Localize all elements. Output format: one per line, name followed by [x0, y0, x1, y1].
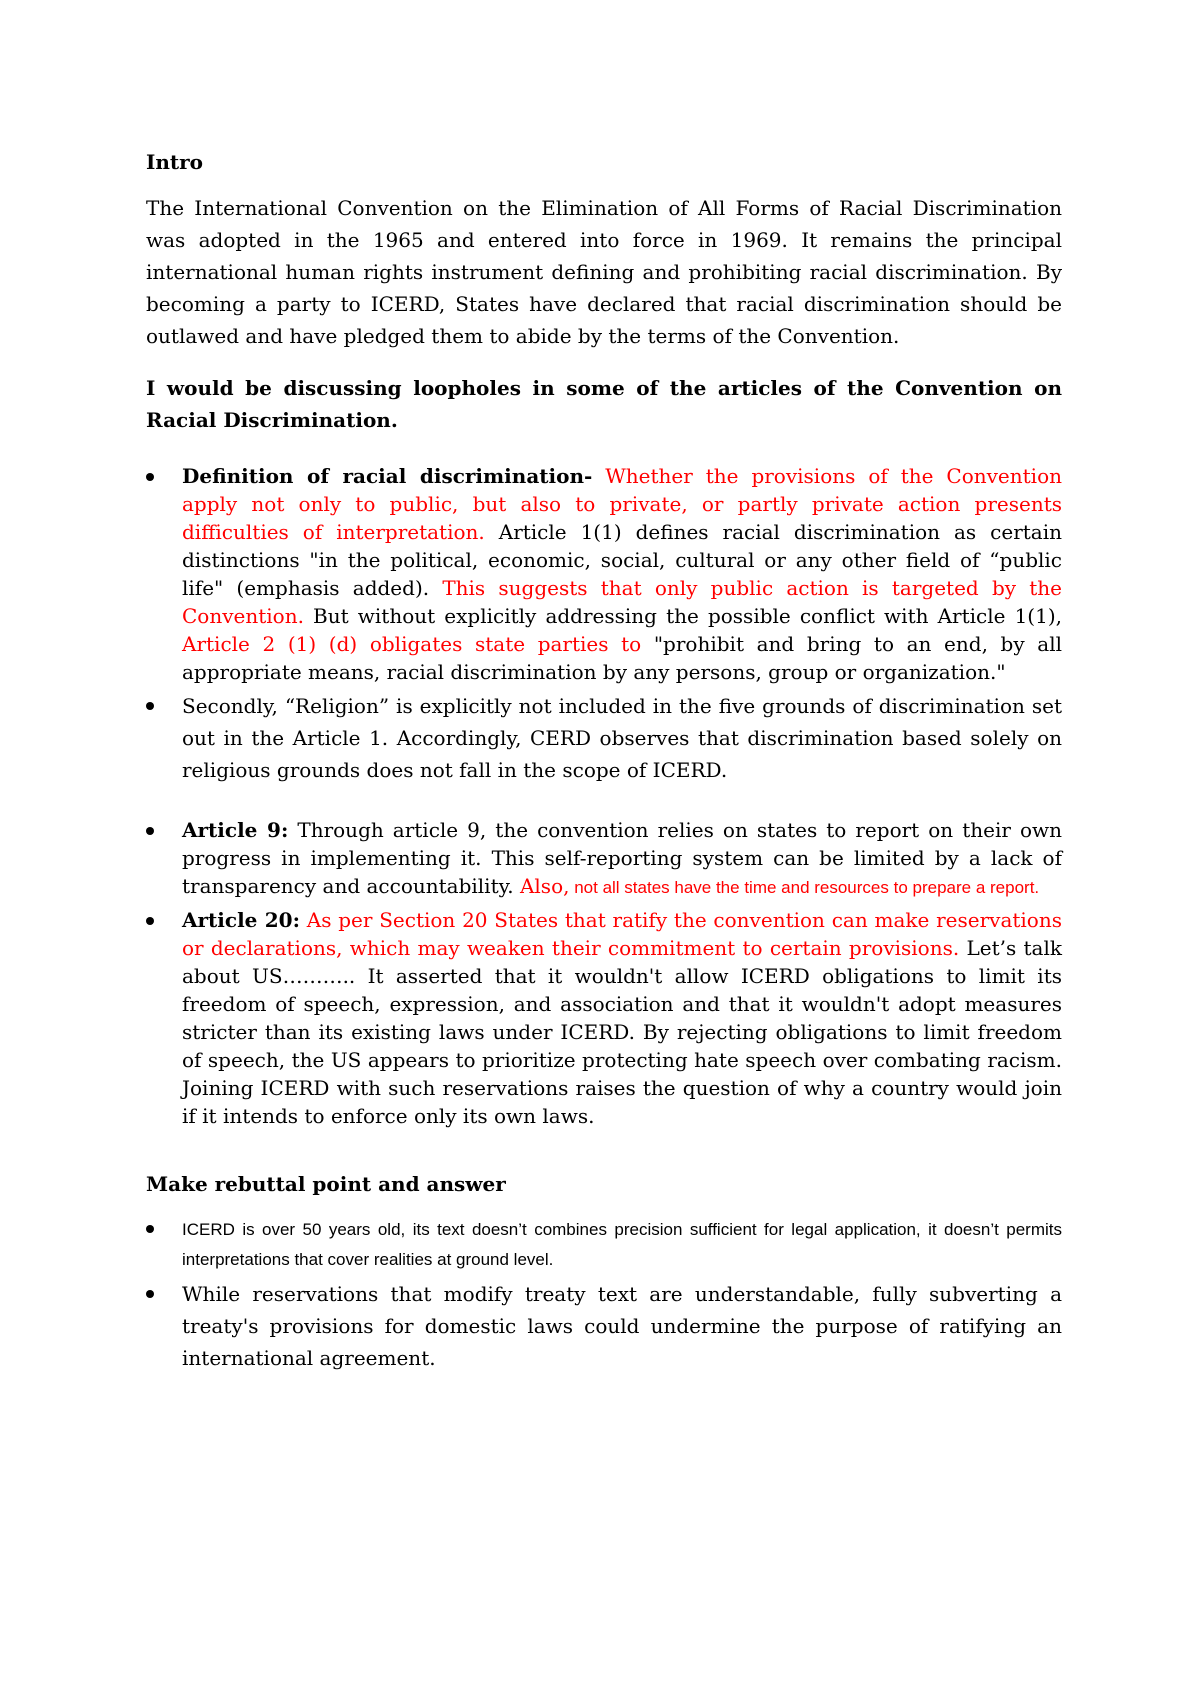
body-text: While reservations that modify treaty text are understandable, fully subverting a treaty's provisions for domestic laws could undermine the purpose of ratifying an international agreement. — [182, 1282, 1062, 1370]
spacer — [146, 790, 1062, 816]
intro-paragraph: The International Convention on the Elimination of All Forms of Racial Discrimination was adopted in the 1965 and entered into force in 1969. It remains the principal international human rights instrument defining and prohibiting racial discrimination. By becoming a party to ICERD, States have declared that racial discrimination should be outlawed and have pledged them to abide by the terms of the Convention. — [146, 196, 1062, 348]
body-text: Article 1(1) defines racial discrimination as certain distinctions "in the political, economic, social, cultural or any other field of “public life" (emphasis added). — [182, 520, 1062, 600]
highlight-text: Article 2 (1) (d) obligates state parties to — [182, 632, 642, 656]
highlight-text: This suggests that only public action is targeted by the Convention. — [182, 576, 1062, 628]
loopholes-list — [146, 462, 1062, 786]
bullet-icon — [146, 917, 154, 925]
highlight-text: Whether the provisions of the Convention apply not only to public, but also to private, or partly private action presents difficulties of interpretation. — [182, 464, 1062, 544]
rebuttal-heading: Make rebuttal point and answer — [146, 1172, 506, 1196]
highlight-text: As per Section 20 States that ratify the convention can make reservations or declarations, which may weaken their commitment to certain provisions. — [182, 908, 1062, 960]
thesis-statement: I would be discussing loopholes in some of the articles of the Convention on Racial Discrimination. — [146, 376, 1062, 432]
bullet-icon — [146, 702, 154, 710]
list-item — [146, 816, 1062, 902]
list-item — [146, 690, 1062, 786]
spacer — [146, 1134, 1062, 1162]
highlight-text: Also, — [519, 874, 570, 898]
bullet-icon — [146, 827, 154, 835]
highlight-text: not all states have the time and resources to prepare a report. — [569, 878, 1040, 897]
body-text: ICERD is over 50 years old, its text doesn’t combines precision sufficient for legal application, it doesn’t permits interpretations that cover realities at ground level. — [182, 1220, 1062, 1269]
body-text: Secondly, “Religion” is explicitly not included in the five grounds of discrimination set out in the Article 1. Accordingly, CERD observes that discrimination based solely on religious grounds does not fall in the scope of ICERD. — [182, 694, 1062, 782]
rebuttal-list — [146, 1214, 1062, 1374]
body-text: Through article 9, the convention relies on states to report on their own progress in implementing it. This self-reporting system can be limited by a lack of transparency and accountability. — [182, 818, 1062, 898]
list-item — [146, 1214, 1062, 1274]
loophole-title: Article 9: — [182, 818, 289, 842]
body-text: Let’s talk about US……….. It asserted that it wouldn't allow ICERD obligations to limit its freedom of speech, expression, and association and that it wouldn't adopt measures stricter than its existing laws under ICERD. By rejecting obligations to limit freedom of speech, the US appears to prioritize protecting hate speech over combating racism. Joining ICERD with such reservations raises the question of why a country would join if it intends to enforce only its own laws. — [182, 936, 1062, 1128]
articles-list — [146, 816, 1062, 1130]
list-item — [146, 462, 1062, 686]
intro-heading: Intro — [146, 150, 204, 174]
list-item — [146, 906, 1062, 1130]
bullet-icon — [146, 473, 154, 481]
loophole-title: Article 20: — [182, 908, 300, 932]
loophole-title: Definition of racial discrimination- — [182, 464, 593, 488]
bullet-icon — [146, 1290, 154, 1298]
body-text: "prohibit and bring to an end, by all appropriate means, racial discrimination by any persons, group or organization." — [182, 632, 1062, 684]
bullet-icon — [146, 1225, 154, 1233]
body-text: But without explicitly addressing the possible conflict with Article 1(1), — [303, 604, 1062, 628]
list-item — [146, 1278, 1062, 1374]
